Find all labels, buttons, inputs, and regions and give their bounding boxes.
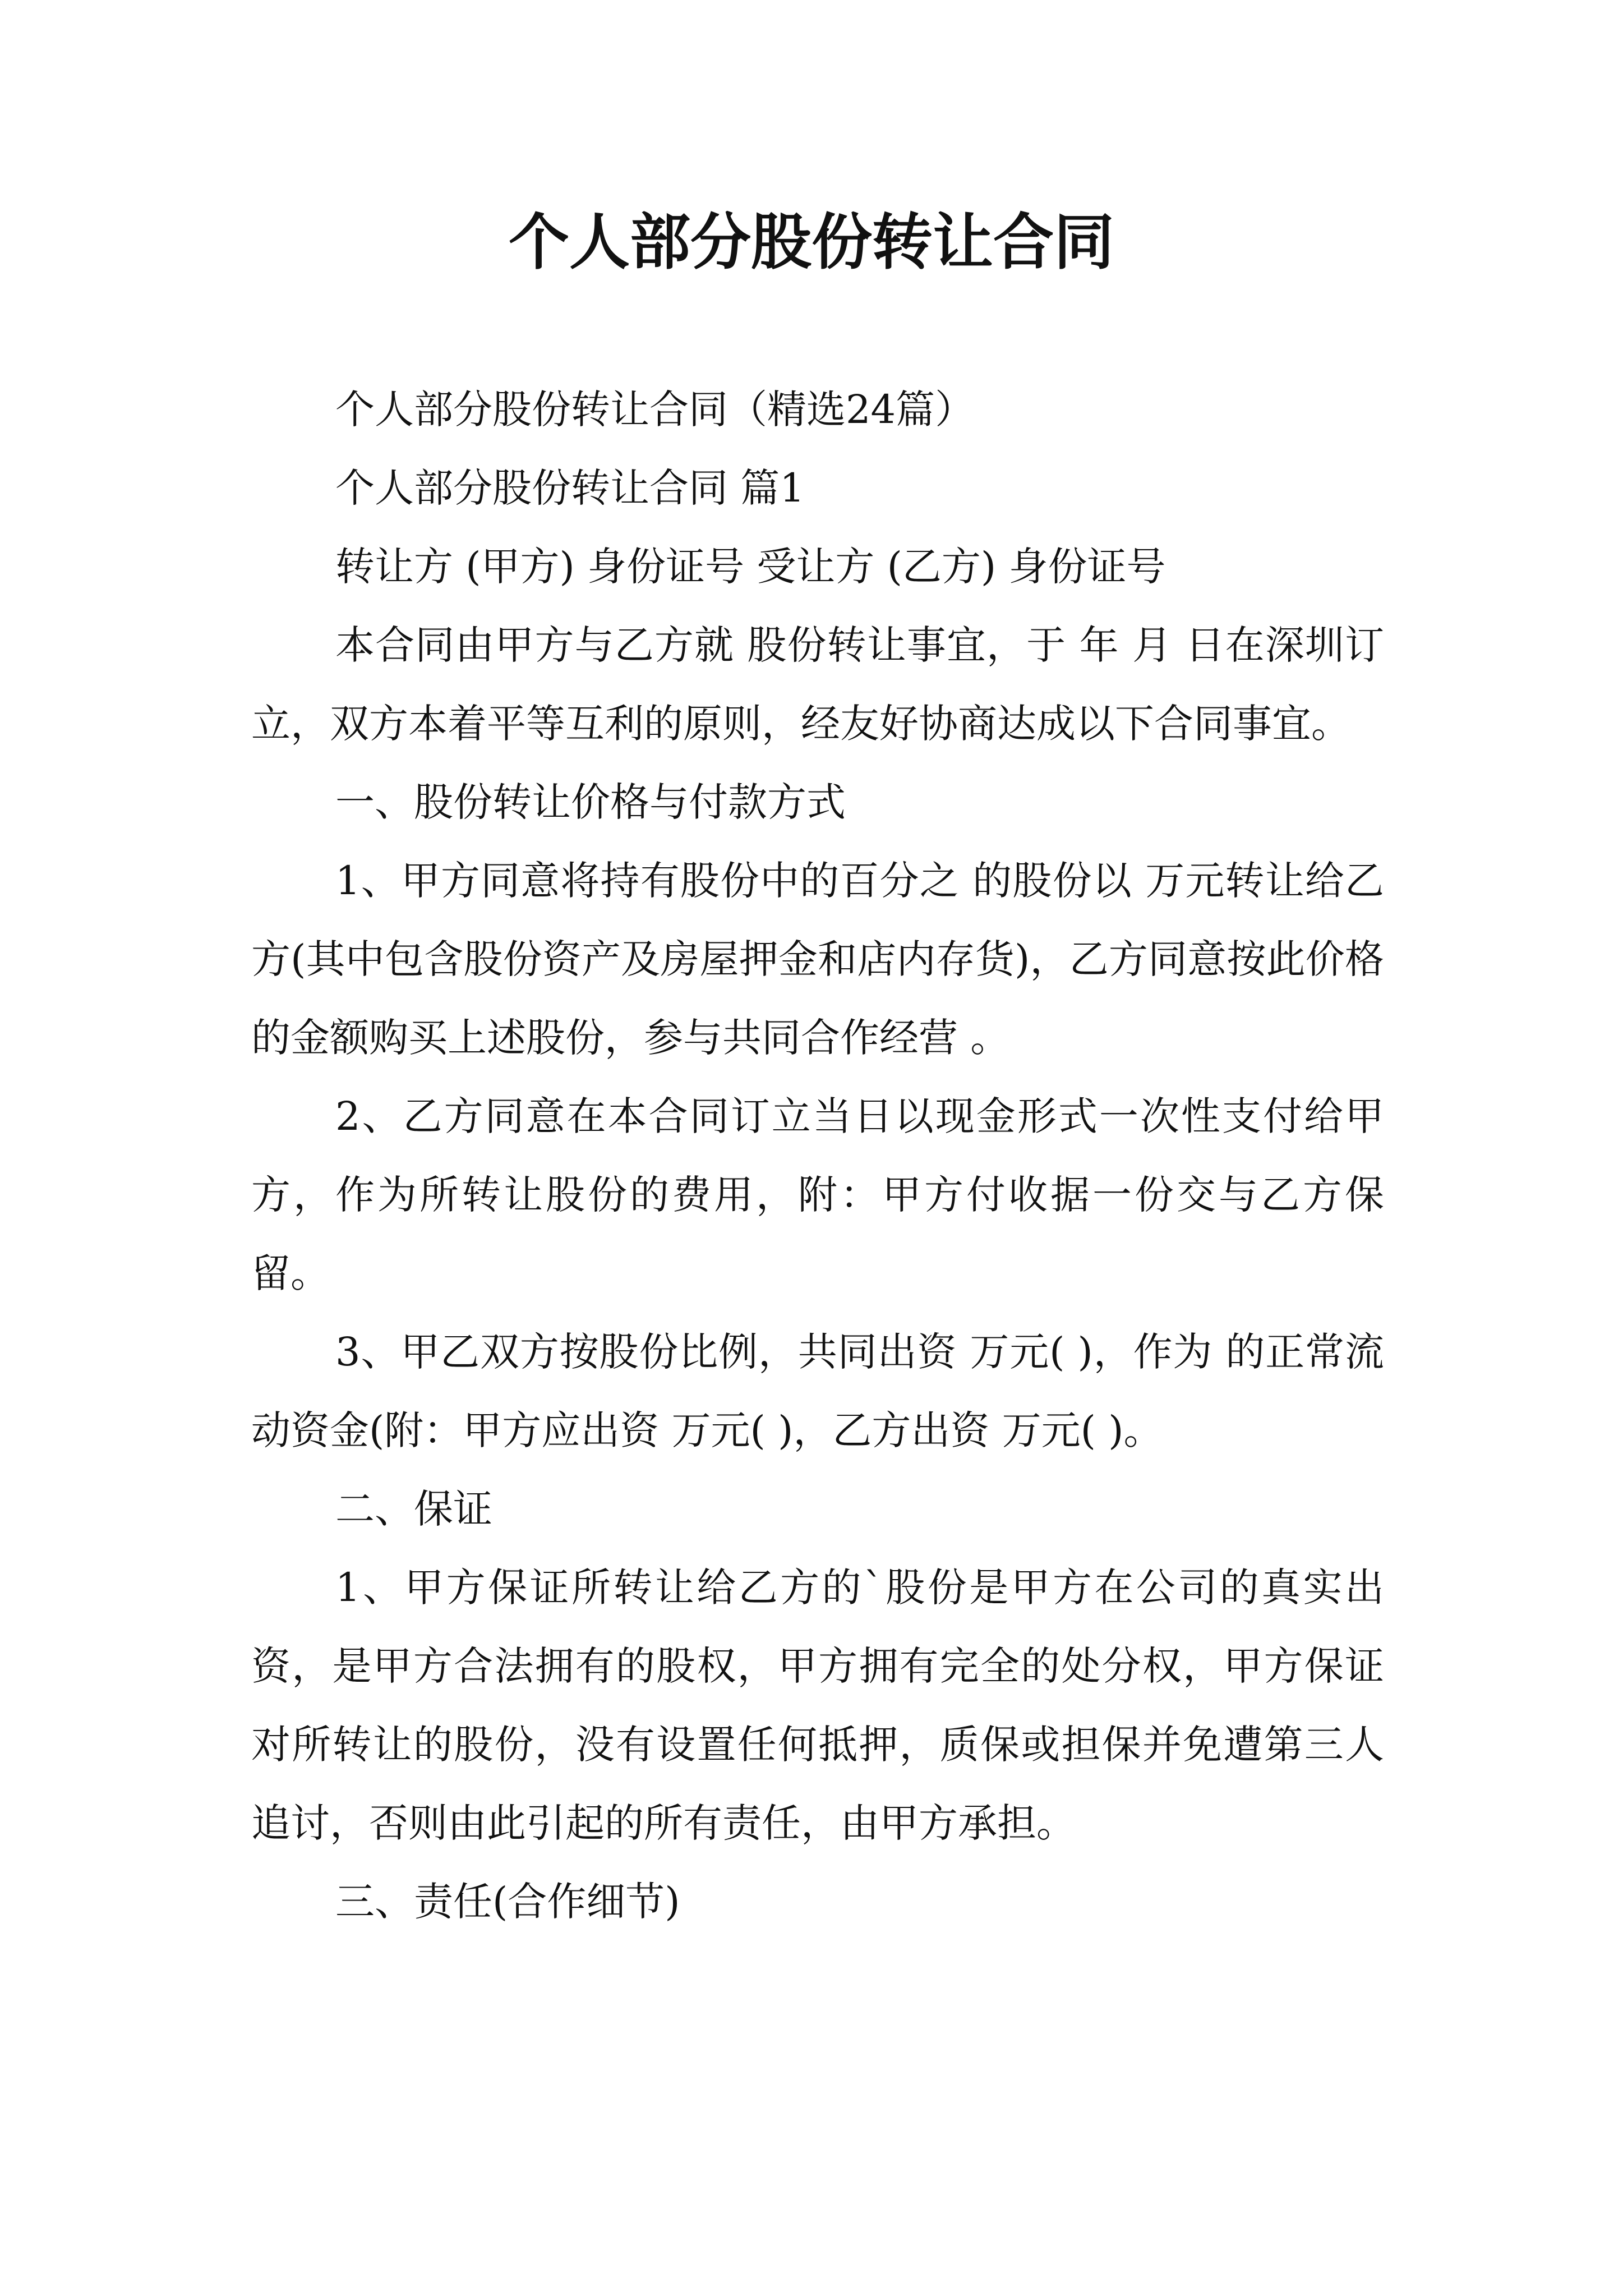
- clause-1-2: 2、乙方同意在本合同订立当日以现金形式一次性支付给甲方，作为所转让股份的费用，附：甲方付收据一份交与乙方保留。: [251, 1093, 1384, 1296]
- paragraph-section-heading: 个人部分股份转让合同 篇1: [335, 465, 805, 511]
- document-body: [251, 370, 1384, 1941]
- clause-2-1: 1、甲方保证所转让给乙方的`股份是甲方在公司的真实出资，是甲方合法拥有的股权，甲方拥有完全的处分权，甲方保证对所转让的股份，没有设置任何抵押，质保或担保并免遭第三人追讨，否则由此引起的所有责任，由甲方承担。: [251, 1565, 1384, 1846]
- clause-heading-price: 一、股份转让价格与付款方式: [335, 779, 846, 825]
- clause-heading-guarantee: 二、保证: [335, 1486, 492, 1532]
- paragraph-parties: 转让方 (甲方) 身份证号 受让方 (乙方) 身份证号: [335, 544, 1166, 590]
- clause-1-1: 1、甲方同意将持有股份中的百分之 的股份以 万元转让给乙方(其中包含股份资产及房屋押金和店内存货)，乙方同意按此价格的金额购买上述股份，参与共同合作经营 。: [251, 858, 1384, 1061]
- paragraph-subtitle: 个人部分股份转让合同（精选24篇）: [335, 386, 975, 432]
- paragraph-preamble: 本合同由甲方与乙方就 股份转让事宜，于 年 月 日在深圳订立，双方本着平等互利的原则，经友好协商达成以下合同事宜。: [251, 622, 1384, 747]
- document-title: 个人部分股份转让合同: [508, 207, 1114, 278]
- clause-heading-responsibility: 三、责任(合作细节): [335, 1879, 680, 1925]
- clause-1-3: 3、甲乙双方按股份比例，共同出资 万元( )，作为 的正常流动资金(附：甲方应出资 万元( )，乙方出资 万元( )。: [251, 1329, 1384, 1453]
